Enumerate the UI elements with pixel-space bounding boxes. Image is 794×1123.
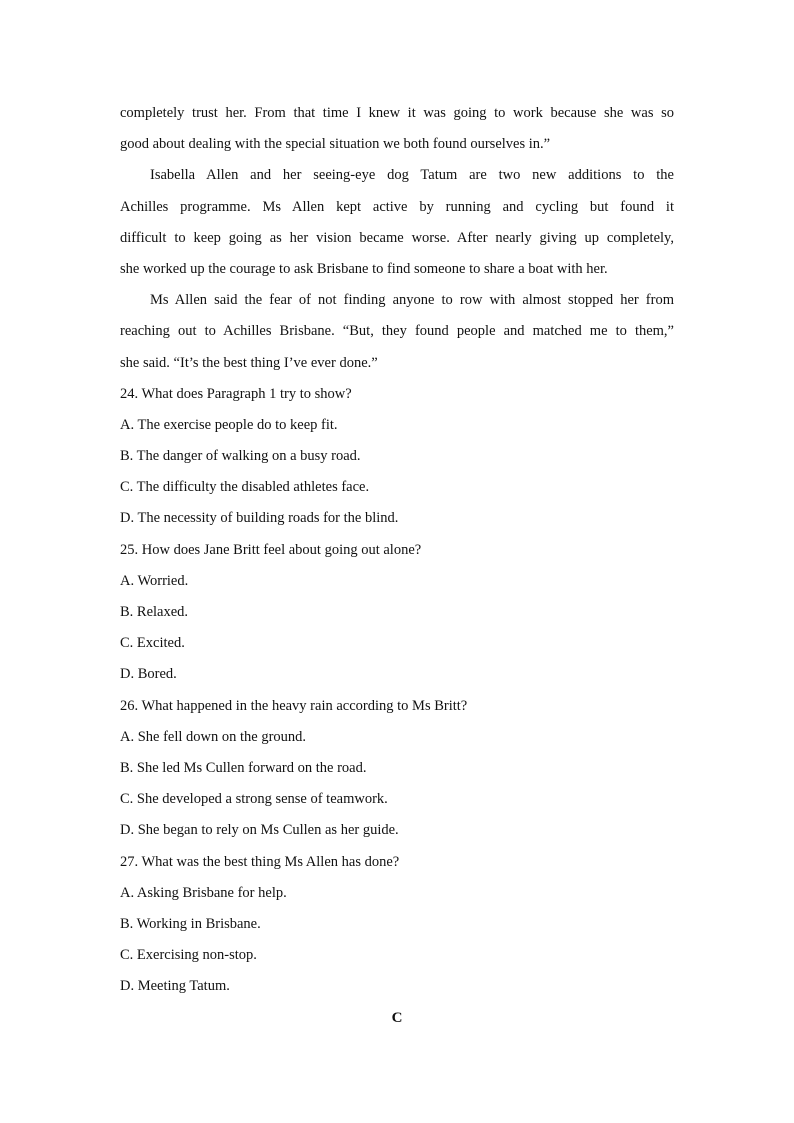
passage-line: she said. “It’s the best thing I’ve ever done.” — [120, 354, 378, 371]
passage-line: Achilles programme. Ms Allen kept active by running and cycling but found it — [120, 198, 674, 215]
question-stem: 25. How does Jane Britt feel about going out alone? — [120, 541, 422, 558]
answer-option: C. Excited. — [120, 635, 185, 652]
passage-line: Ms Allen said the fear of not finding anyone to row with almost stopped her from — [150, 292, 674, 309]
passage-line: reaching out to Achilles Brisbane. “But, they found people and matched me to them,” — [120, 323, 674, 340]
answer-option: B. She led Ms Cullen forward on the road. — [120, 759, 367, 776]
passage-line: good about dealing with the special situation we both found ourselves in.” — [120, 136, 551, 153]
answer-option: B. Relaxed. — [120, 604, 189, 620]
answer-option: A. Asking Brisbane for help. — [120, 884, 287, 901]
passage-line: Isabella Allen and her seeing-eye dog Tatum are two new additions to the — [150, 167, 674, 184]
section-heading: C — [391, 1010, 403, 1026]
answer-option: A. Worried. — [120, 572, 189, 589]
document-page — [120, 98, 674, 1002]
question-stem: 24. What does Paragraph 1 try to show? — [120, 385, 352, 402]
passage-line: difficult to keep going as her vision became worse. After nearly giving up completely, — [120, 229, 674, 246]
question-stem: 26. What happened in the heavy rain according to Ms Britt? — [120, 697, 468, 714]
answer-option: D. She began to rely on Ms Cullen as her guide. — [120, 822, 399, 839]
answer-option: A. The exercise people do to keep fit. — [120, 416, 338, 433]
answer-option: C. Exercising non-stop. — [120, 947, 257, 964]
answer-option: D. Meeting Tatum. — [120, 978, 230, 995]
answer-option: C. She developed a strong sense of teamwork. — [120, 791, 388, 808]
answer-option: D. Bored. — [120, 666, 177, 683]
passage-line: completely trust her. From that time I knew it was going to work because she was so — [120, 105, 674, 121]
answer-option: B. The danger of walking on a busy road. — [120, 448, 361, 465]
passage-line: she worked up the courage to ask Brisbane to find someone to share a boat with her. — [120, 260, 608, 277]
answer-option: B. Working in Brisbane. — [120, 915, 261, 932]
question-stem: 27. What was the best thing Ms Allen has done? — [120, 853, 400, 870]
answer-option: D. The necessity of building roads for the blind. — [120, 510, 399, 527]
answer-option: A. She fell down on the ground. — [120, 728, 307, 745]
answer-option: C. The difficulty the disabled athletes face. — [120, 479, 370, 496]
